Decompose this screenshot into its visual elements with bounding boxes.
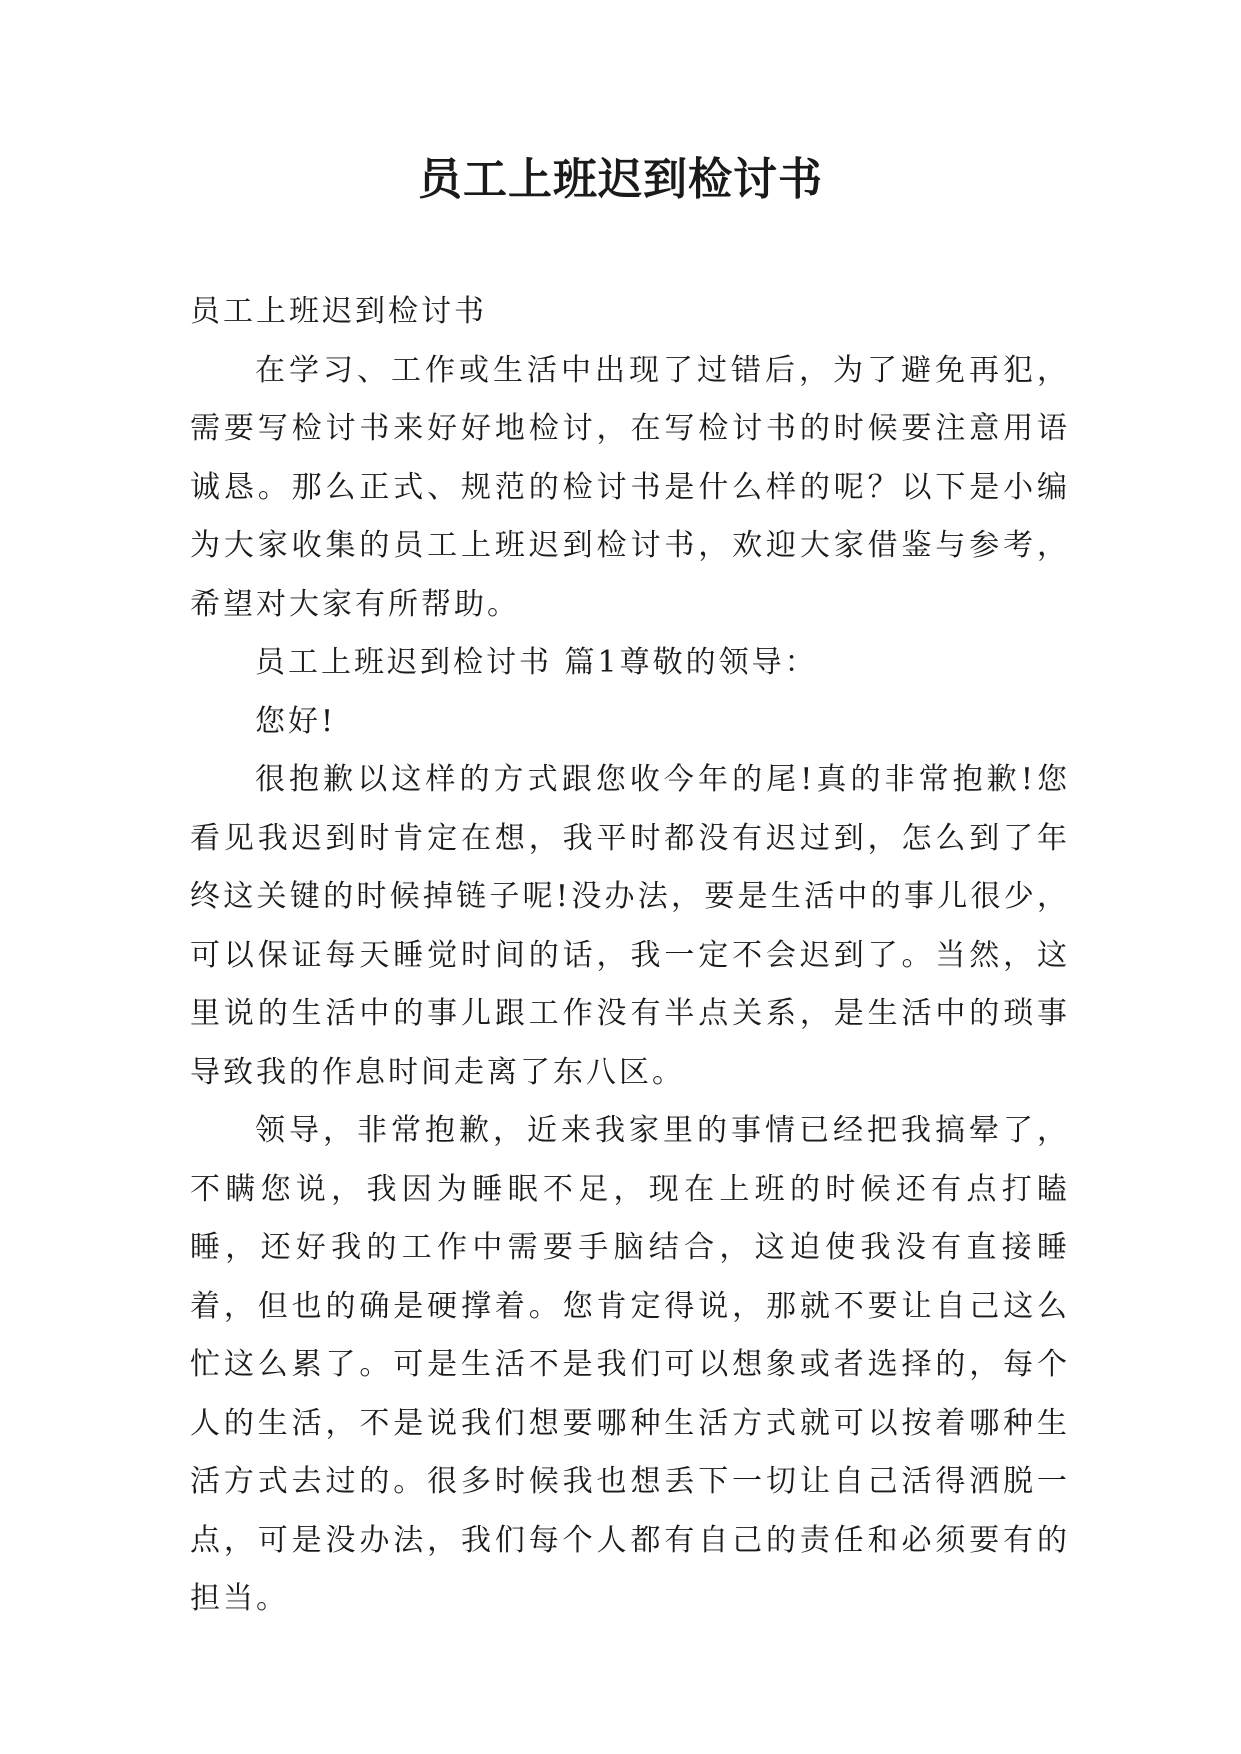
- paragraph: 员工上班迟到检讨书 篇1尊敬的领导：: [255, 645, 818, 680]
- paragraph: 领导，非常抱歉，近来我家里的事情已经把我搞晕了，不瞒您说，我因为睡眠不足，现在上班的时候还有点打瞌睡，还好我的工作中需要手脑结合，这迫使我没有直接睡着，但也的确是硬撑着。您肯定得说，那就不要让自己这么忙这么累了。可是生活不是我们可以想象或者选择的，每个人的生活，不是说我们想要哪种生活方式就可以按着哪种生活方式去过的。很多时候我也想丢下一切让自己活得洒脱一点，可是没办法，我们每个人都有自己的责任和必须要有的担当。: [190, 1113, 1070, 1616]
- paragraph: 很抱歉以这样的方式跟您收今年的尾!真的非常抱歉!您看见我迟到时肯定在想，我平时都没有迟过到，怎么到了年终这关键的时候掉链子呢!没办法，要是生活中的事儿很少，可以保证每天睡觉时间的话，我一定不会迟到了。当然，这里说的生活中的事儿跟工作没有半点关系，是生活中的琐事导致我的作息时间走离了东八区。: [190, 762, 1070, 1090]
- document-body: [190, 283, 1070, 1629]
- paragraph: 在学习、工作或生活中出现了过错后，为了避免再犯，需要写检讨书来好好地检讨，在写检讨书的时候要注意用语诚恳。那么正式、规范的检讨书是什么样的呢？以下是小编为大家收集的员工上班迟到检讨书，欢迎大家借鉴与参考，希望对大家有所帮助。: [190, 352, 1070, 622]
- paragraph: 您好!: [255, 703, 337, 739]
- document-subtitle: 员工上班迟到检讨书: [190, 294, 487, 329]
- document-title: 员工上班迟到检讨书: [418, 154, 823, 205]
